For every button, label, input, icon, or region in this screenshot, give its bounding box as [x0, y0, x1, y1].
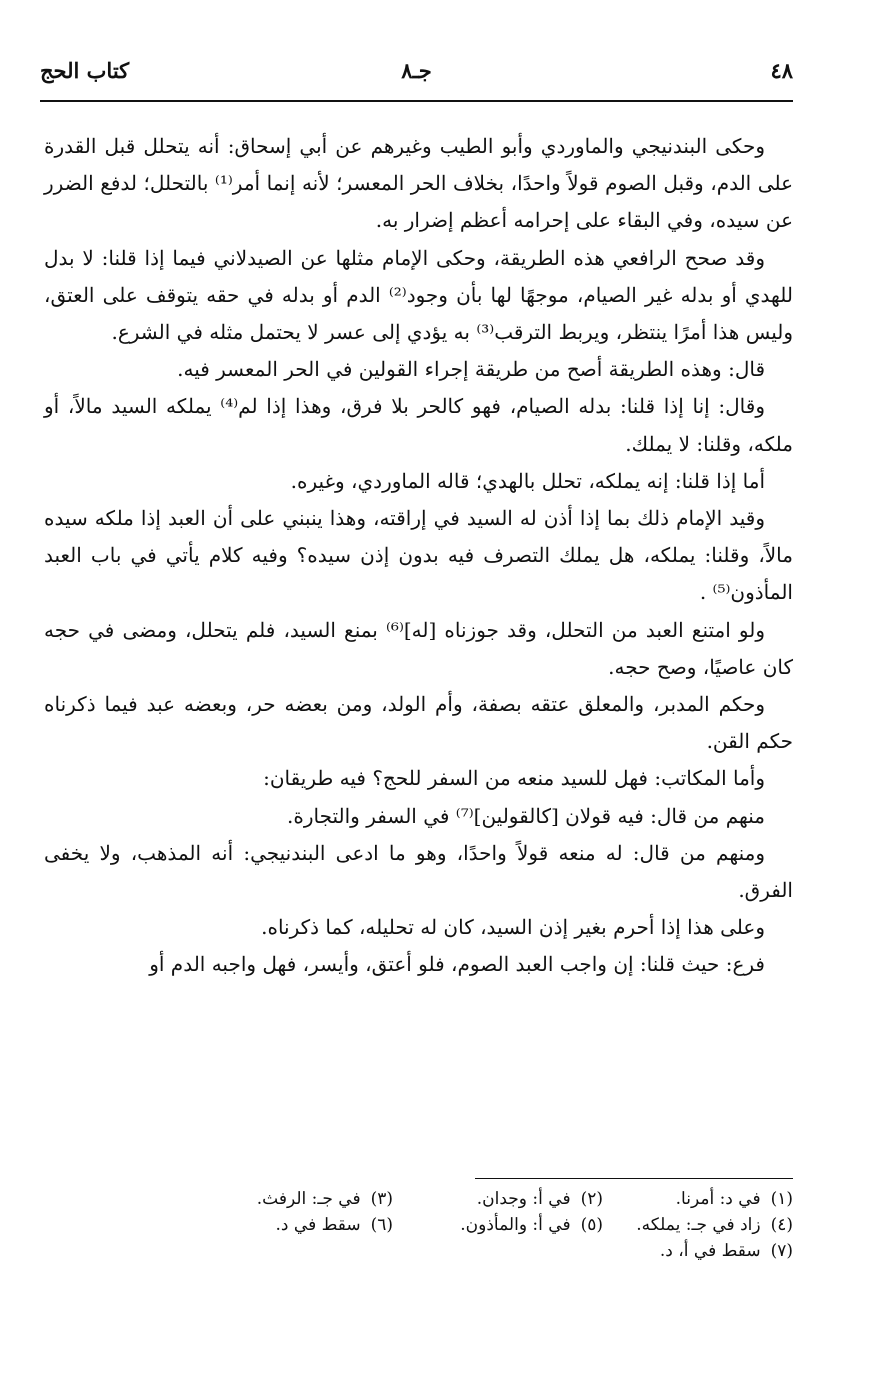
paragraph: وأما المكاتب: فهل للسيد منعه من السفر للحج؟ فيه طريقان: — [263, 766, 765, 791]
footnote — [603, 1186, 793, 1212]
paragraph: وقال: إنا إذا قلنا: بدله الصيام، فهو كالحر بلا فرق، وهذا إذا لم⁽⁴⁾ يملكه السيد مالاً، أو ملكه، وقلنا: لا يملك. — [44, 394, 793, 456]
main-text — [44, 128, 793, 984]
footnote — [183, 1212, 393, 1238]
footnote-text: في أ: وجدان. — [476, 1189, 571, 1209]
paragraph: قال: وهذه الطريقة أصح من طريقة إجراء القولين في الحر المعسر فيه. — [177, 357, 765, 382]
paragraph: فرع: حيث قلنا: إن واجب العبد الصوم، فلو أعتق، وأيسر، فهل واجبه الدم أو — [149, 952, 765, 977]
footnote-number: (١) — [770, 1189, 793, 1209]
footnote-row — [44, 1186, 793, 1212]
volume-label: جـ٨ — [401, 58, 432, 83]
footnote-number: (٤) — [770, 1215, 793, 1235]
footnote — [393, 1212, 603, 1238]
footnote-text: في أ: والمأذون. — [460, 1215, 571, 1235]
paragraph: وقيد الإمام ذلك بما إذا أذن له السيد في إراقته، وهذا ينبني على أن العبد إذا ملكه سيده مالاً، وقلنا: يملكه، هل يملك التصرف فيه بدون إذن سيده؟ وفيه كلام يأتي في باب العبد المأذون⁽⁵⁾ . — [44, 506, 793, 605]
footnote-text: في جـ: الرفث. — [256, 1189, 361, 1209]
paragraph: ولو امتنع العبد من التحلل، وقد جوزناه [له]⁽⁶⁾ بمنع السيد، فلم يتحلل، ومضى في حجه كان عاصيًا، وصح حجه. — [44, 617, 793, 679]
paragraph: أما إذا قلنا: إنه يملكه، تحلل بالهدي؛ قاله الماوردي، وغيره. — [290, 468, 765, 493]
paragraph: وحكى البندنيجي والماوردي وأبو الطيب وغيرهم عن أبي إسحاق: أنه يتحلل قبل القدرة على الدم، وقبل الصوم قولاً واحدًا، بخلاف الحر المعسر؛ لأنه إنما أمر⁽¹⁾ بالتحلل؛ لدفع الضرر عن سيده، وفي البقاء على إحرامه أعظم إضرار به. — [44, 134, 794, 233]
paragraph: وحكم المدبر، والمعلق عتقه بصفة، وأم الولد، ومن بعضه حر، وبعضه عبد فيما ذكرناه حكم القن. — [44, 692, 793, 754]
page-number: ٤٨ — [770, 58, 793, 83]
footnote — [603, 1238, 793, 1264]
footnote — [393, 1186, 603, 1212]
footnotes — [44, 1186, 793, 1264]
footnote-number: (٧) — [770, 1241, 793, 1261]
running-header — [40, 58, 793, 94]
footnote-divider — [475, 1178, 793, 1179]
footnote — [183, 1186, 393, 1212]
header-divider — [40, 100, 793, 102]
footnote-number: (٣) — [370, 1189, 393, 1209]
paragraph: ومنهم من قال: له منعه قولاً واحدًا، وهو ما ادعى البندنيجي: أنه المذهب، ولا يخفى الفرق. — [44, 840, 793, 903]
footnote-number: (٦) — [370, 1215, 393, 1235]
footnote-row — [44, 1238, 793, 1264]
footnote-text: سقط في أ، د. — [659, 1241, 761, 1261]
paragraph: وقد صحح الرافعي هذه الطريقة، وحكى الإمام مثلها عن الصيدلاني فيما إذا قلنا: لا بدل للهدي أو بدله غير الصيام، موجهًا لها بأن وجود⁽²⁾ الدم أو بدله في حقه يتوقف على العتق، وليس هذا أمرًا ينتظر، ويربط الترقب⁽³⁾ به يؤدي إلى عسر لا يحتمل مثله في الشرع. — [44, 245, 793, 345]
footnote — [603, 1212, 793, 1238]
paragraph: منهم من قال: فيه قولان [كالقولين]⁽⁷⁾ في السفر والتجارة. — [287, 803, 765, 828]
footnote-row — [44, 1212, 793, 1238]
book-title: كتاب الحج — [40, 58, 130, 83]
footnote-number: (٢) — [580, 1189, 603, 1209]
footnote-text: في د: أمرنا. — [675, 1189, 761, 1209]
footnote-text: سقط في د. — [275, 1215, 361, 1235]
footnote-text: زاد في جـ: يملكه. — [636, 1215, 761, 1235]
paragraph: وعلى هذا إذا أحرم بغير إذن السيد، كان له تحليله، كما ذكرناه. — [261, 915, 765, 940]
footnote-number: (٥) — [580, 1215, 603, 1235]
